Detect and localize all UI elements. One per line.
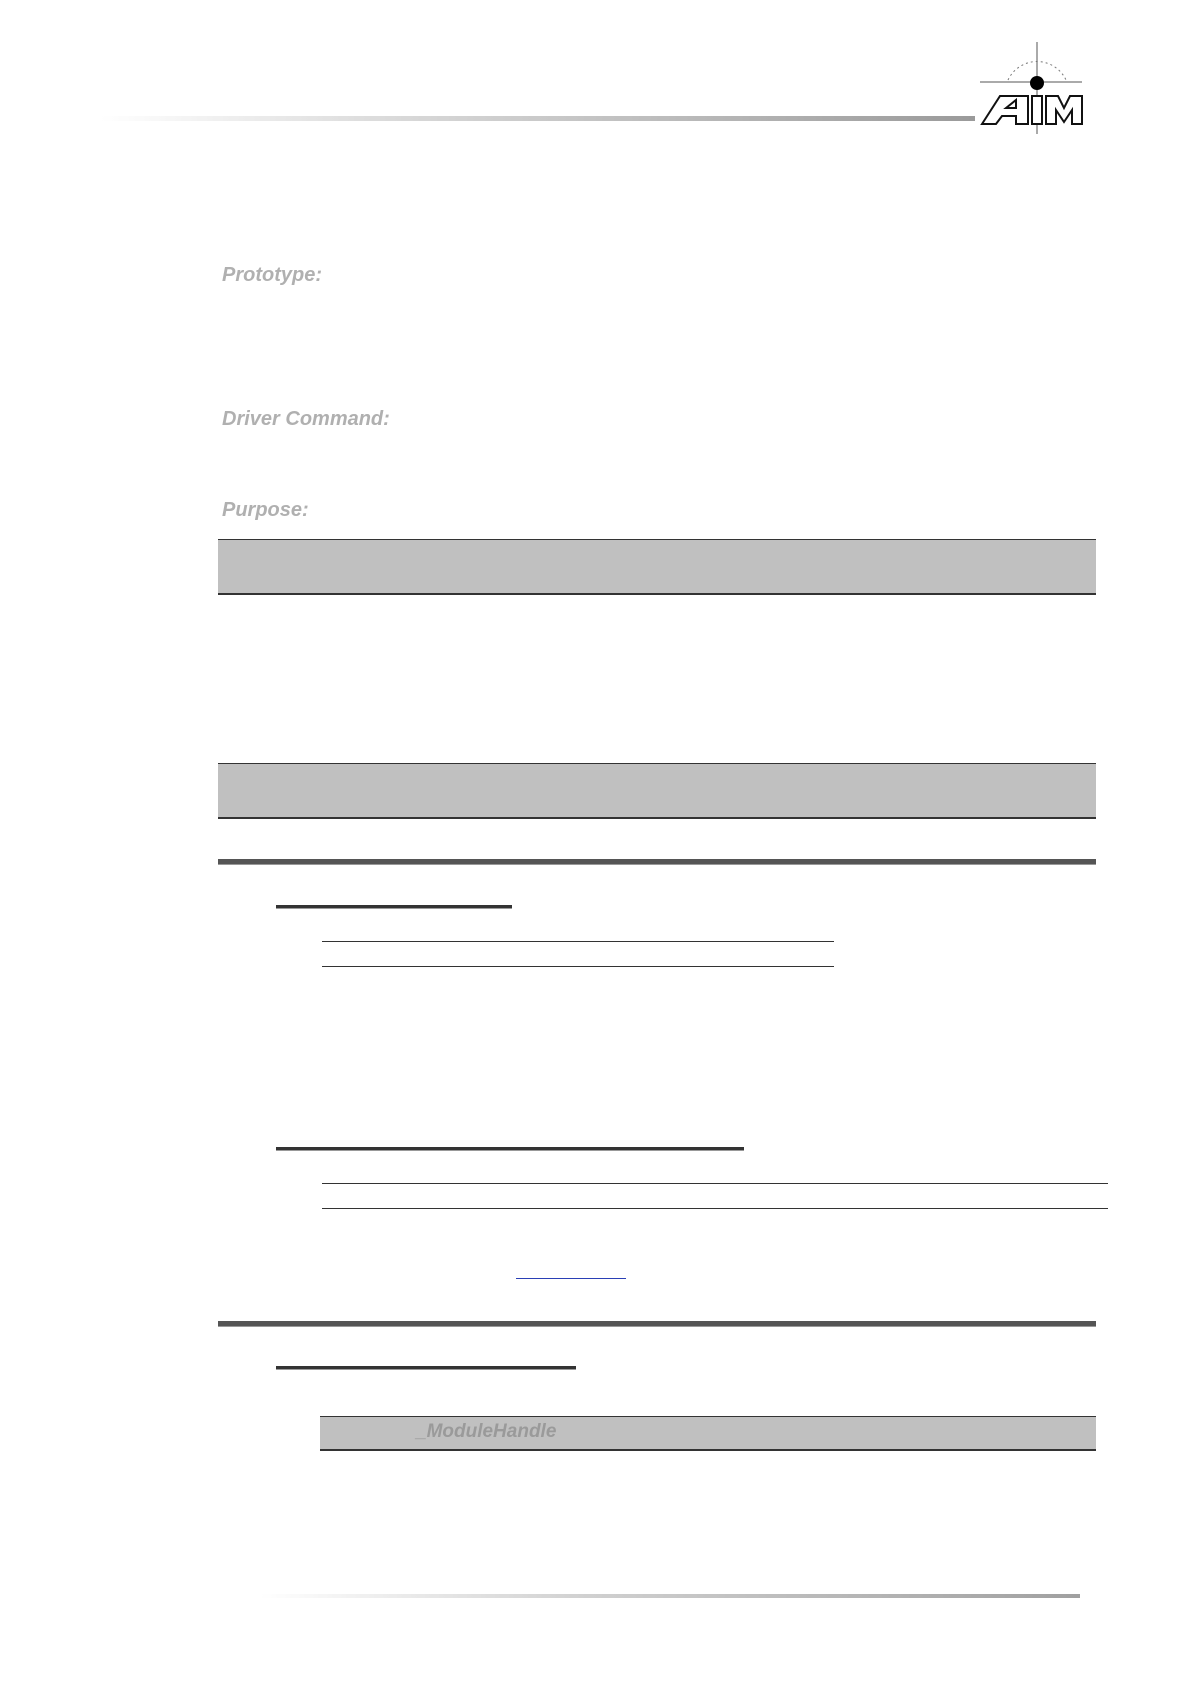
driver-command-heading: Driver Command:: [222, 408, 390, 430]
section-divider: [218, 1321, 1096, 1327]
subheading-underline: [276, 905, 512, 909]
footer-rule: [260, 1594, 1080, 1598]
subheading-underline: [276, 1147, 744, 1151]
field-line: [322, 941, 834, 942]
purpose-table-header: [218, 539, 1096, 595]
header-rule: [100, 116, 975, 121]
aim-logo-icon: [978, 42, 1088, 134]
field-line: [322, 1208, 1108, 1209]
purpose-heading: Purpose:: [222, 499, 309, 521]
table-header-band: [218, 763, 1096, 819]
hyperlink-underline[interactable]: [516, 1278, 626, 1279]
section-divider: [218, 859, 1096, 865]
subheading-underline: [276, 1366, 576, 1370]
module-handle-param: _ModuleHandle: [416, 1421, 557, 1442]
aim-logo: [978, 42, 1088, 134]
field-line: [322, 966, 834, 967]
prototype-heading: Prototype:: [222, 264, 322, 286]
field-line: [322, 1183, 1108, 1184]
